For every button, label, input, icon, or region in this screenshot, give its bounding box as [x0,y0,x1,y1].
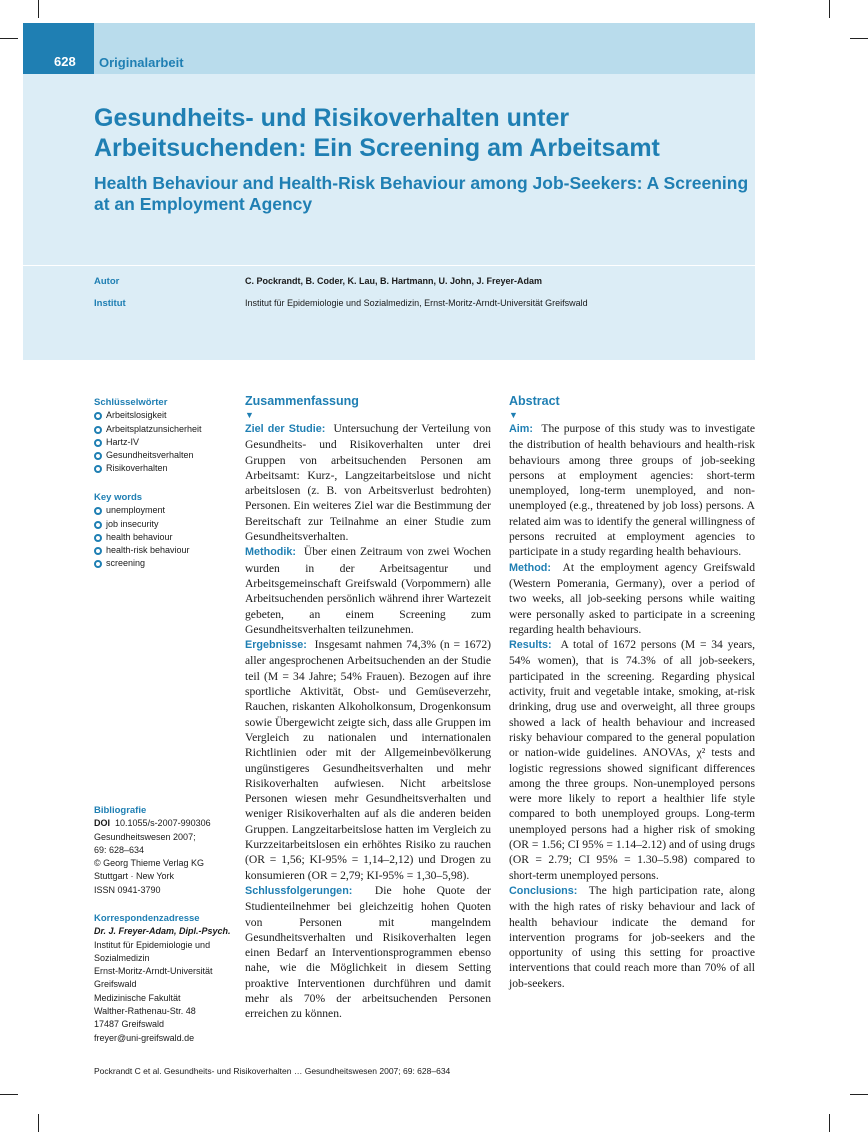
bullet-icon [94,465,102,473]
keyword-item: screening [94,557,234,570]
zusammenfassung-column [245,393,491,1022]
contact-line: Institut für Epidemiologie und [94,939,211,950]
zusammenfassung-title: Zusammenfassung [245,394,359,408]
biblio-line: ISSN 0941-3790 [94,884,161,895]
ergebnisse-paragraph: Ergebnisse: Insgesamt nahmen 74,3% (n = 1672) aller angesprochenen Arbeitsuchenden an der Studie teil (M = 34 Jahre; 54% Frauen). Bezogen auf ihre sportliche Aktivität, Obst- und Gemüseverzehr, Rauchen, riskanten Alkoholkonsum, Drogenkonsum sowie Übergewicht zeigte sich, dass alle Gruppen im Vergleich zu nationalen und internationalen Richtlinien oder mit der Allgemeinbevölkerung ungünstigeres Gesundheitsverhalten und mehr Risikoverhalten aufwiesen. Nicht arbeitslose Personen wiesen mehr Gesundheitsverhalten und weniger Risikoverhalten auf als die anderen beiden Gruppen. Langzeitarbeitslose hatten im Vergleich zu Kurzzeitarbeitslosen ein erhöhtes Risiko zu rauchen (OR = 1,56; KI-95% = 1,14–2,12) und Drogen zu konsumieren (OR = 2,79; KI-95% = 1,30–5,98). [245,638,491,882]
doi-line: DOI 10.1055/s-2007-990306 [94,818,211,829]
crop-mark [829,0,830,18]
bullet-icon [94,534,102,542]
bibliography [94,804,234,897]
keywords-german [94,396,234,476]
title-german: Gesundheits- und Risikoverhalten unter Arbeitsuchenden: Ein Screening am Arbeitsamt [94,104,660,162]
bullet-icon [94,507,102,515]
biblio-line: Stuttgart · New York [94,871,175,882]
keyword-item: Risikoverhalten [94,462,234,475]
bullet-icon [94,439,102,447]
ziel-paragraph: Ziel der Studie: Untersuchung der Verteilung von Gesundheits- und Risikoverhalten unter drei Gruppen von arbeitsuchenden Personen am Arbeitsamt: Kurz-, Langzeitarbeitslose und nicht arbeitslosen (z. B. von Arbeitsverlust bedrohten) Personen. Ein weiteres Ziel war die Bestimmung der Bereitschaft zur Teilnahme an einer Studie zum Gesundheitsverhalten. [245,422,491,544]
title-english: Health Behaviour and Health-Risk Behaviour among Job-Seekers: A Screening at an Employment Agency [94,173,749,214]
results-paragraph: Results: A total of 1672 persons (M = 34 years, 54% women), that is 74.3% of all job-seekers, participated in the screening. Regarding physical activity, fruit and vegetable intake, smoking, at-risk drinking, drug use and overweight, all three groups showed a lack of health behaviour and increased risky behaviour compared to the general population or nation-wide guidelines. ANOVAs, χ² tests and logistic regressions showed significant differences among the three groups. Non-unemployed persons were more likely to report a healthier life style compared to both unemployed groups. Long-term unemployed persons had a higher risk of smoking (OR = 1.56; CI 95% = 1.14–2.12) and of using drugs (OR = 2.79; CI 95% = 1.30–5.98) compared to short-term unemployed persons. [509,638,755,882]
keyword-item: Gesundheitsverhalten [94,449,234,462]
keyword-item: Hartz-IV [94,436,234,449]
contact-line: Greifswald [94,979,137,990]
contact-line: Sozialmedizin [94,952,150,963]
bibliography-title: Bibliografie [94,805,147,816]
correspondence-title: Korrespondenzadresse [94,913,200,924]
biblio-line: Gesundheitswesen 2007; [94,831,196,842]
keyword-item: health-risk behaviour [94,544,234,557]
bullet-icon [94,521,102,529]
keyword-item: Arbeitslosigkeit [94,409,234,422]
abstract-title: Abstract [509,394,560,408]
aim-paragraph: Aim: The purpose of this study was to investigate the distribution of health behaviours and health-risk behaviours among three groups of job-seeking persons at employment agencies: short-term unemployed, long-term unemployed, and non-unemployed (e.g., threatened by job loss) persons. A related aim was to identify the general willingness of persons recruited at employment agencies to participate in a study regarding health behaviours. [509,422,755,559]
bullet-icon [94,560,102,568]
author-label: Autor [94,276,120,287]
contact-line: Ernst-Moritz-Arndt-Universität [94,966,213,977]
keyword-item: job insecurity [94,518,234,531]
keyword-item: health behaviour [94,531,234,544]
section-label: Originalarbeit [99,55,184,70]
correspondence [94,912,234,1045]
crop-mark [829,1114,830,1132]
institute-name: Institut für Epidemiologie und Sozialmedizin, Ernst-Moritz-Arndt-Universität Greifswald [245,298,588,308]
crop-mark [850,38,868,39]
bullet-icon [94,547,102,555]
contact-line: Walther-Rathenau-Str. 48 [94,1006,196,1017]
contact-line: Medizinische Fakultät [94,992,181,1003]
crop-mark [38,0,39,18]
abstract-column [509,393,755,991]
crop-mark [0,38,18,39]
biblio-line: © Georg Thieme Verlag KG [94,858,205,869]
methodik-paragraph: Methodik: Über einen Zeitraum von zwei Wochen wurden in der Arbeitsagentur und Arbeitsgemeinschaft Greifswald (Vorpommern) alle Arbeitsuchenden persönlich während ihrer Wartezeit gebeten, an einem Screening zum Gesundheitsverhalten teilzunehmen. [245,545,492,636]
arrow-down-icon: ▼ [245,410,254,420]
schluss-paragraph: Schlussfolgerungen: Die hohe Quote der Studienteilnehmer bei gleichzeitig hohen Quoten von Personen mit mangelndem Gesundheitsverhalten und Risikoverhalten legen einen Bedarf an Interventionsprogrammen ebenso nahe, wie die Möglichkeit in diesem Setting proaktive Interventionen durchführen und damit mehr als 70% der arbeitsuchenden Personen erreichen zu können. [245,883,492,1021]
contact-line: 17487 Greifswald [94,1019,165,1030]
doi-link[interactable]: 10.1055/s-2007-990306 [115,818,211,829]
keyword-item: unemployment [94,504,234,517]
author-list: C. Pockrandt, B. Coder, K. Lau, B. Hartmann, U. John, J. Freyer-Adam [245,276,543,286]
divider [23,265,755,266]
keywords-english-title: Key words [94,492,143,503]
crop-mark [0,1094,18,1095]
bullet-icon [94,452,102,460]
contact-email[interactable]: freyer@uni-greifswald.de [94,1032,195,1043]
conclusions-paragraph: Conclusions: The high participation rate, along with the high rates of risky behaviour and lack of health behaviour indicate the demand for intervention programs for job-seekers and the opportunity of using this setting for proactive interventions that could reach more than 70% of all job-seekers. [509,883,755,990]
institute-label: Institut [94,298,126,309]
footer-citation: Pockrandt C et al. Gesundheits- und Risikoverhalten … Gesundheitswesen 2007; 69: 628–634 [94,1066,451,1076]
contact-name: Dr. J. Freyer-Adam, Dipl.-Psych. [94,926,231,937]
keywords-german-title: Schlüsselwörter [94,397,168,408]
keyword-item: Arbeitsplatzunsicherheit [94,423,234,436]
method-paragraph: Method: At the employment agency Greifswald (Western Pomerania, Germany), over a period of two weeks, all job-seeking persons while waiting were personally asked to participate in a screening regarding health behaviours. [509,560,755,636]
bullet-icon [94,426,102,434]
crop-mark [850,1094,868,1095]
arrow-down-icon: ▼ [509,410,518,420]
keywords-english [94,491,234,571]
page-number: 628 [54,54,76,69]
crop-mark [38,1114,39,1132]
bullet-icon [94,412,102,420]
biblio-line: 69: 628–634 [94,844,145,855]
